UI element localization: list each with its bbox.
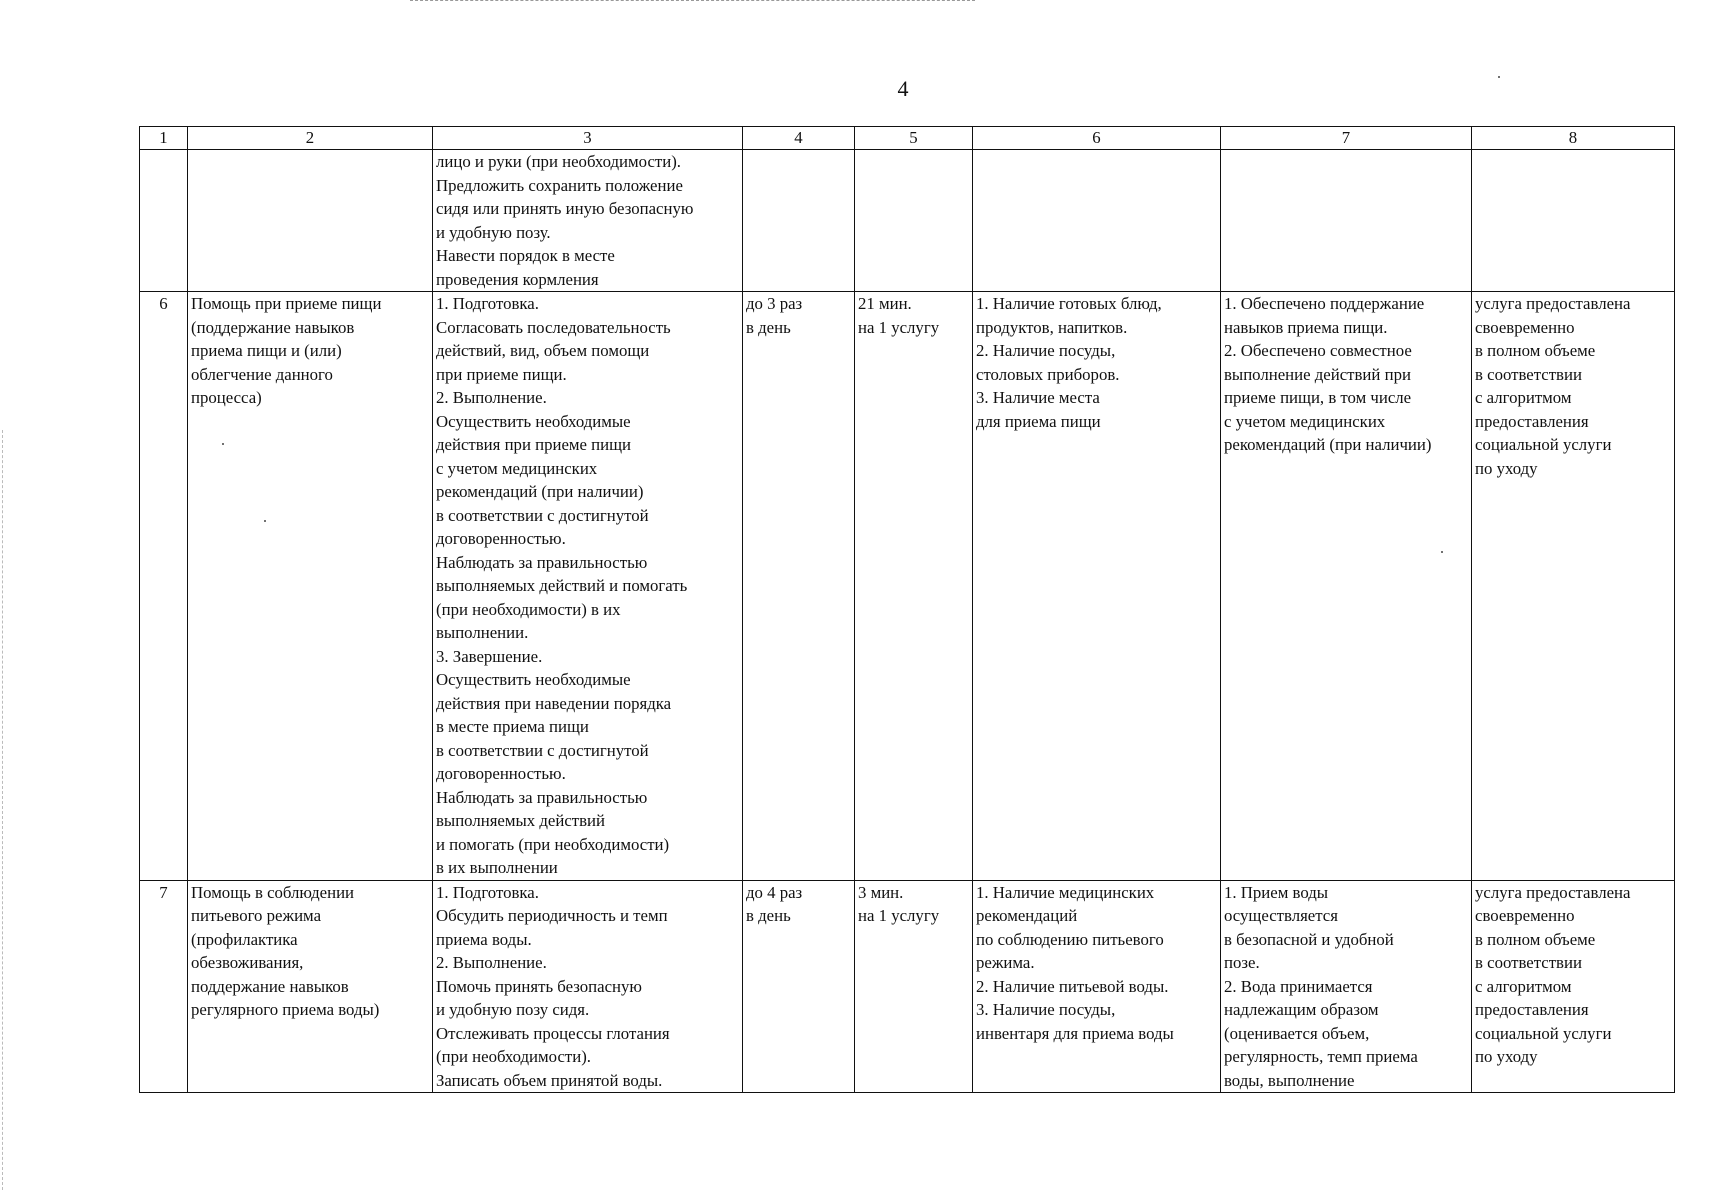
- duration-cell: 3 мин. на 1 услугу: [855, 880, 973, 1093]
- conditions-cell: [973, 150, 1221, 292]
- column-header: 2: [188, 127, 433, 150]
- frequency-cell: [743, 150, 855, 292]
- row-number-cell: [140, 150, 188, 292]
- column-header: 7: [1221, 127, 1472, 150]
- page-number: 4: [897, 76, 909, 101]
- result-cell: [1221, 150, 1472, 292]
- actions-cell: 1. Подготовка. Согласовать последовательность действий, вид, объем помощи при приеме пищи. 2. Выполнение. Осуществить необходимые действия при приеме пищи с учетом медицинских рекомендаций (при наличии) в соответствии с достигнутой договоренностью. Наблюдать за правильностью выполняемых действий и помогать (при необходимости) в их выполнении. 3. Завершение. Осуществить необходимые действия при наведении порядка в месте приема пищи в соответствии с достигнутой договоренностью. Наблюдать за правильностью выполняемых действий и помогать (при необходимости) в их выполнении: [433, 292, 743, 881]
- header-row: [140, 127, 1675, 150]
- duration-cell: [855, 150, 973, 292]
- table-row: [140, 150, 1675, 292]
- table-row: [140, 292, 1675, 881]
- service-name-cell: Помощь в соблюдении питьевого режима (профилактика обезвоживания, поддержание навыков регулярного приема воды): [188, 880, 433, 1093]
- table-row: [140, 880, 1675, 1093]
- column-header: 3: [433, 127, 743, 150]
- actions-cell: 1. Подготовка. Обсудить периодичность и темп приема воды. 2. Выполнение. Помочь принять безопасную и удобную позу сидя. Отслеживать процессы глотания (при необходимости). Записать объем принятой воды.: [433, 880, 743, 1093]
- conditions-cell: 1. Наличие медицинских рекомендаций по соблюдению питьевого режима. 2. Наличие питьевой воды. 3. Наличие посуды, инвентаря для приема воды: [973, 880, 1221, 1093]
- duration-cell: 21 мин. на 1 услугу: [855, 292, 973, 881]
- column-header: 8: [1472, 127, 1675, 150]
- quality-cell: услуга предоставлена своевременно в полном объеме в соответствии с алгоритмом предоставления социальной услуги по уходу: [1472, 880, 1675, 1093]
- column-header: 1: [140, 127, 188, 150]
- row-number-cell: 6: [140, 292, 188, 881]
- row-number-cell: 7: [140, 880, 188, 1093]
- services-table: [139, 126, 1675, 1093]
- result-cell: 1. Обеспечено поддержание навыков приема пищи. 2. Обеспечено совместное выполнение действий при приеме пищи, в том числе с учетом медицинских рекомендаций (при наличии): [1221, 292, 1472, 881]
- quality-cell: [1472, 150, 1675, 292]
- column-header: 6: [973, 127, 1221, 150]
- actions-cell: лицо и руки (при необходимости). Предложить сохранить положение сидя или принять иную безопасную и удобную позу. Навести порядок в месте проведения кормления: [433, 150, 743, 292]
- scan-edge-marks: [2, 430, 5, 1190]
- column-header: 5: [855, 127, 973, 150]
- top-edge-rule: [410, 0, 975, 1]
- frequency-cell: до 3 раз в день: [743, 292, 855, 881]
- quality-cell: услуга предоставлена своевременно в полном объеме в соответствии с алгоритмом предоставления социальной услуги по уходу: [1472, 292, 1675, 881]
- column-header: 4: [743, 127, 855, 150]
- result-cell: 1. Прием воды осуществляется в безопасной и удобной позе. 2. Вода принимается надлежащим образом (оценивается объем, регулярность, темп приема воды, выполнение: [1221, 880, 1472, 1093]
- frequency-cell: до 4 раз в день: [743, 880, 855, 1093]
- service-name-cell: Помощь при приеме пищи (поддержание навыков приема пищи и (или) облегчение данного процесса): [188, 292, 433, 881]
- conditions-cell: 1. Наличие готовых блюд, продуктов, напитков. 2. Наличие посуды, столовых приборов. 3. Наличие места для приема пищи: [973, 292, 1221, 881]
- service-name-cell: [188, 150, 433, 292]
